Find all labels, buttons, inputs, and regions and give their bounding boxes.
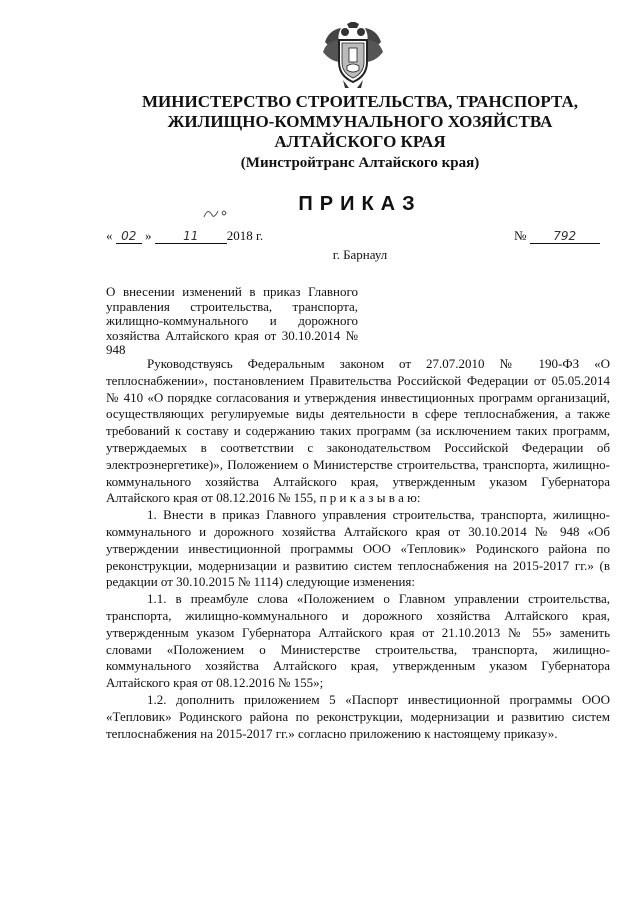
ministry-name-line-3: АЛТАЙСКОГО КРАЯ (274, 132, 446, 151)
number-label: № (514, 228, 527, 243)
date-close-quote: » (145, 228, 152, 243)
ministry-name-line-2: ЖИЛИЩНО-КОММУНАЛЬНОГО ХОЗЯЙСТВА (167, 112, 553, 131)
item-1-2-paragraph: 1.2. дополнить приложением 5 «Паспорт инвестиционной программы ООО «Тепловик» Родинского района по реконструкции, модернизации и развитию систем теплоснабжения на 2015-2017 гг.» согласно приложению к настоящему приказу». (106, 691, 610, 741)
coat-of-arms-icon (319, 22, 387, 90)
document-type-title: ПРИКАЗ (298, 193, 422, 215)
initials-scribble-icon (200, 203, 260, 223)
order-date (106, 228, 263, 244)
order-subject: О внесении изменений в приказ Главного управления строительства, транспорта, жилищно-коммунального и дорожного хозяйства Алтайского края от 30.10.2014 № 948 (106, 284, 358, 357)
item-1-paragraph: 1. Внести в приказ Главного управления строительства, транспорта, жилищно-коммунального и дорожного хозяйства Алтайского края от 30.10.2014 № 948 «Об утверждении инвестиционной программы ООО «Тепловик» Родинского района по реконструкции, модернизации и развитию систем теплоснабжения на 2015-2017 гг.» (в редакции от 30.10.2015 № 1114) следующие изменения: (106, 507, 610, 590)
city: г. Барнаул (332, 247, 388, 262)
item-1-1-paragraph: 1.1. в преамбуле слова «Положением о Главном управлении строительства, транспорта, жилищно-коммунального и дорожного хозяйства Алтайского края, утвержденным указом Губернатора Алтайского края от 21.10.2013 № 55» заменить словами «Положением о Министерстве строительства, транспорта, жилищно-коммунального хозяйства Алтайского края, утвержденным указом Губернатора Алтайского края от 08.12.2016 № 155»; (106, 591, 610, 691)
ministry-name-line-1: МИНИСТЕРСТВО СТРОИТЕЛЬСТВА, ТРАНСПОРТА, (141, 92, 578, 111)
date-open-quote: « (106, 228, 113, 243)
date-day: 02 (116, 230, 142, 244)
number-value: 792 (530, 230, 600, 244)
order-body (106, 356, 610, 742)
date-year: 2018 г. (226, 228, 264, 243)
preamble-paragraph: Руководствуясь Федеральным законом от 27.07.2010 № 190-ФЗ «О теплоснабжении», постановлением Правительства Российской Федерации от 05.05.2014 № 410 «О порядке согласования и утверждения инвестиционных программ организаций, осуществляющих регулируемые виды деятельности в сфере теплоснабжения, а также требований к составу и содержанию таких программ (за исключением таких программ, утверждаемых в соответствии с законодательством Российской Федерации об электроэнергетике)», Положением о Министерстве строительства, транспорта, жилищно-коммунального хозяйства Алтайского края, утвержденным указом Губернатора Алтайского края от 08.12.2016 № 155, п р и к а з ы в а ю: (106, 356, 610, 506)
ministry-short-name: (Минстройтранс Алтайского края) (240, 155, 480, 171)
order-number (514, 228, 600, 244)
date-month: 11 (155, 230, 227, 244)
